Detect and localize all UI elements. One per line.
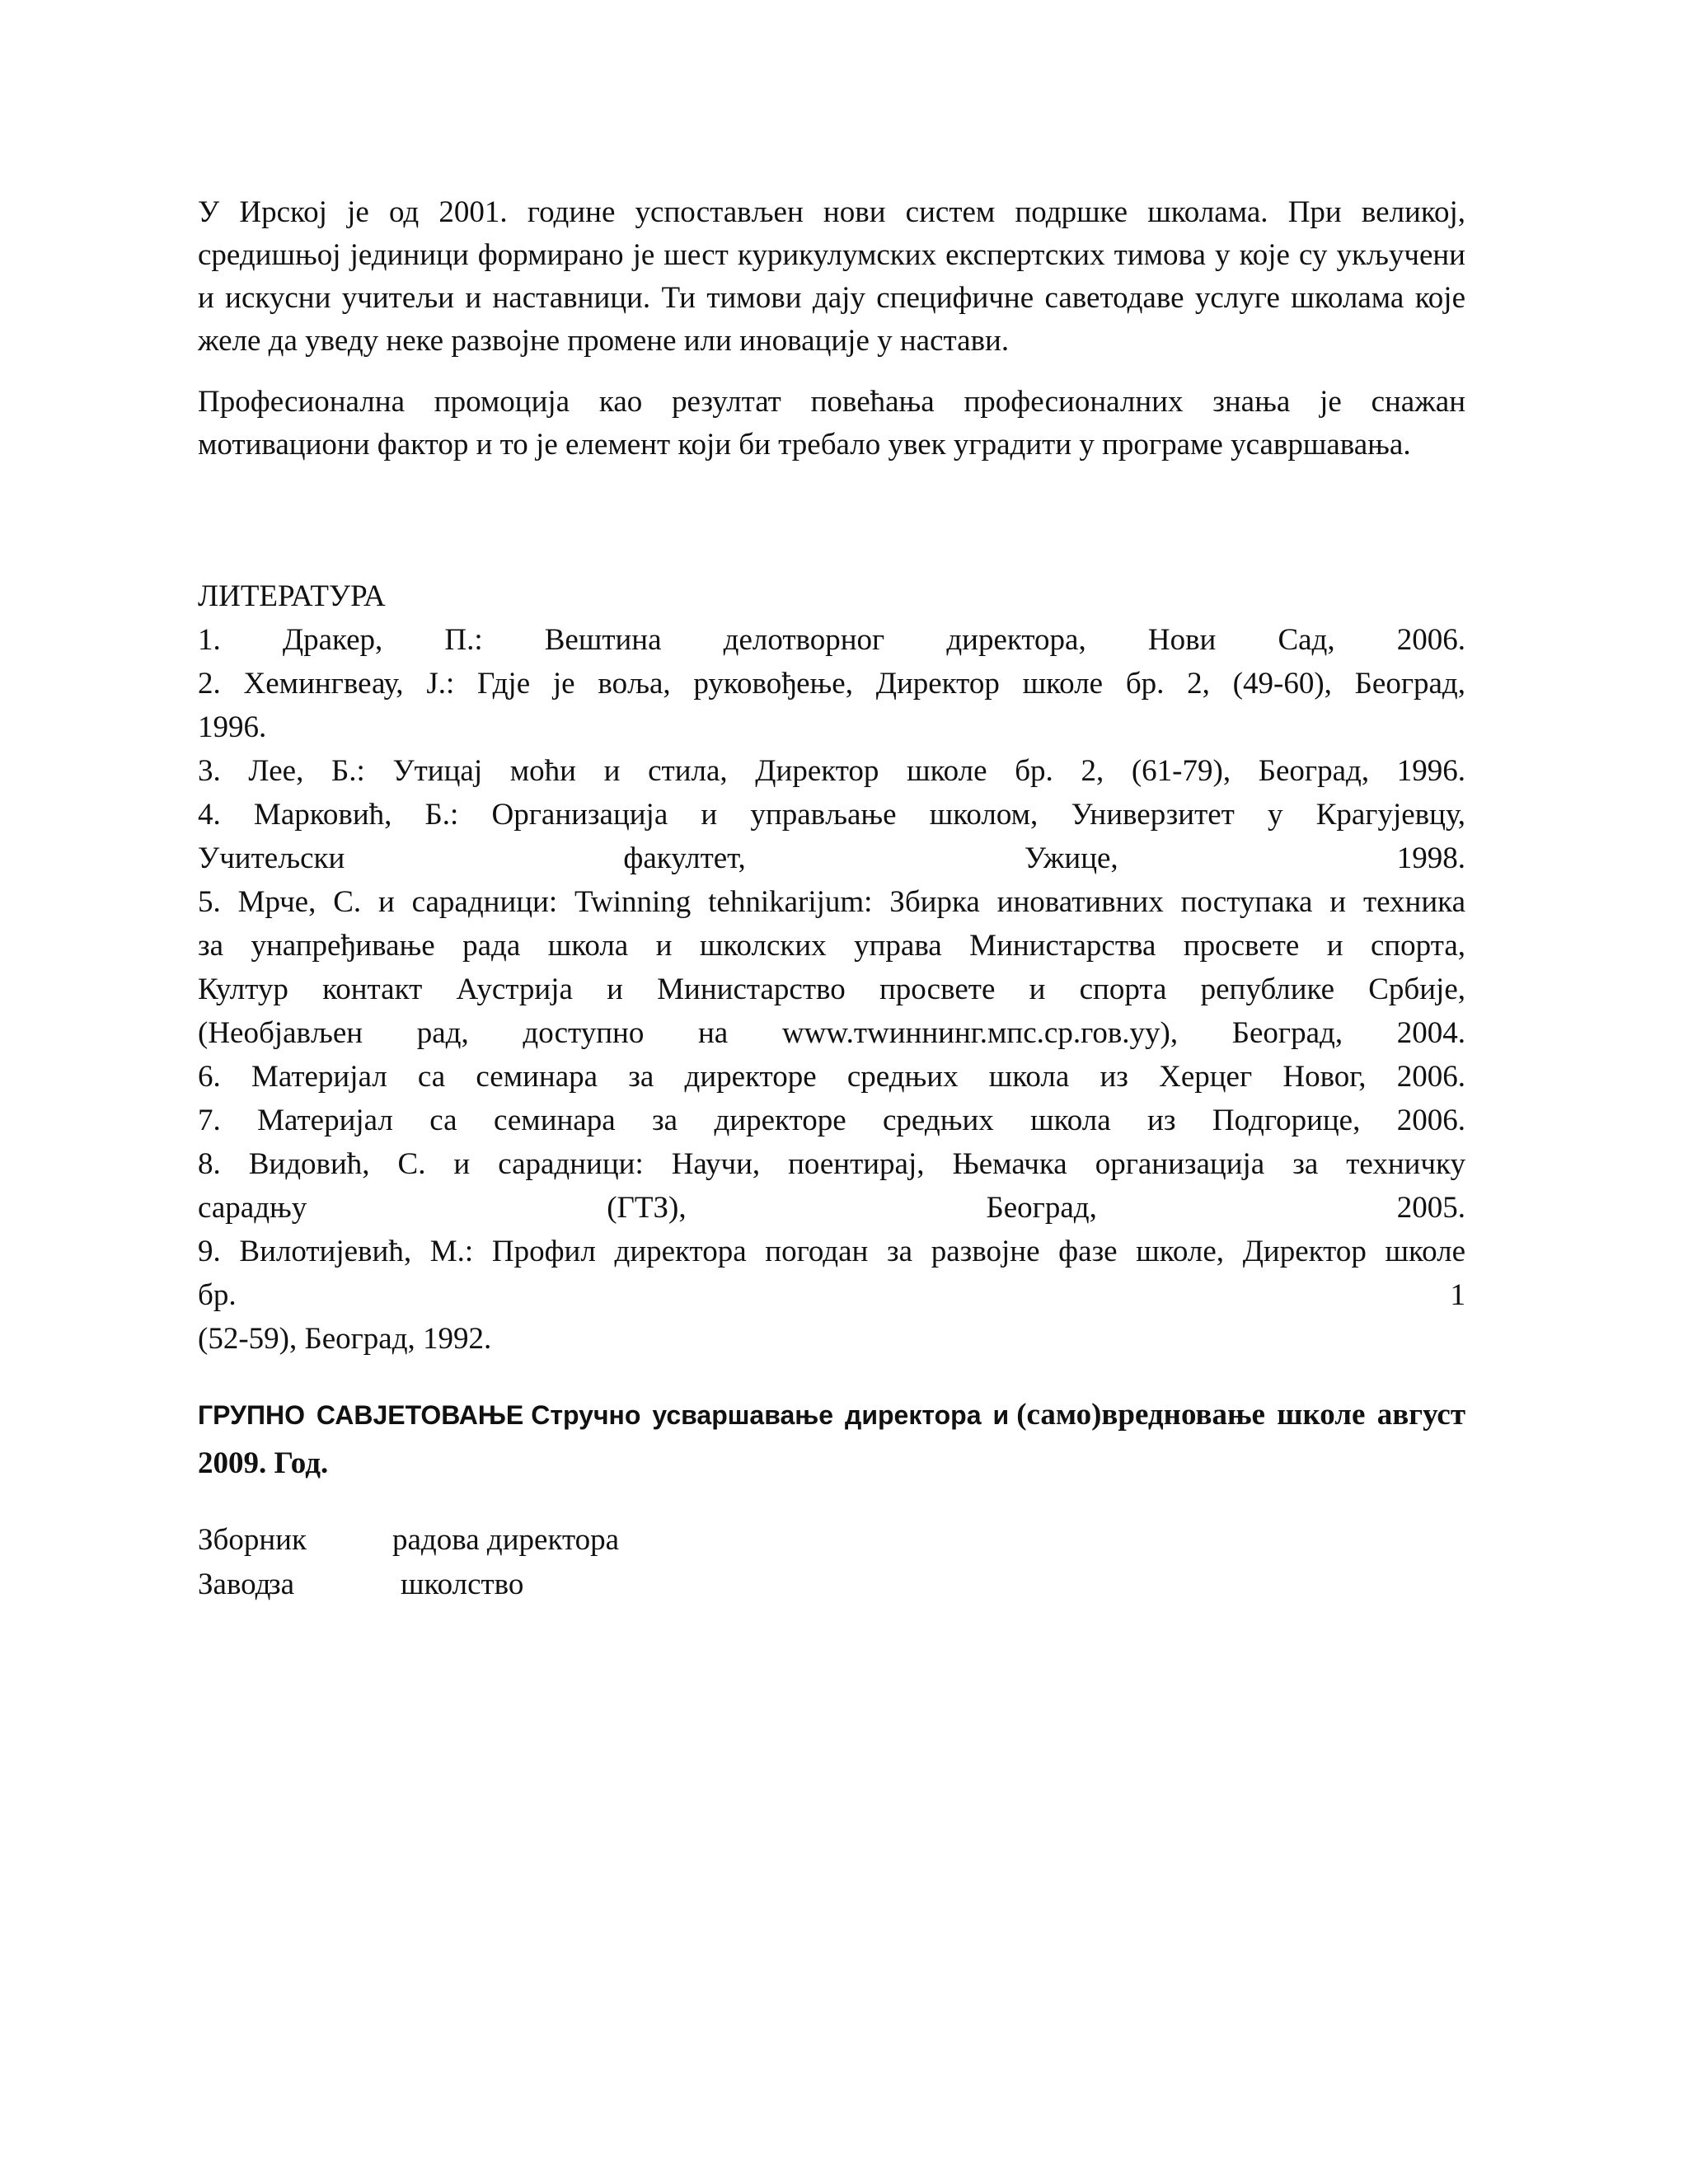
reference-line: Култур контакт Аустрија и Министарство просвете и спорта републике Србије, [198,972,1465,1006]
reference-line: 5. Мрче, С. и сарадници: Twinning tehnikarijum: Збирка иновативних поступака и техника [198,885,1465,919]
reference-line: бр. 1 [198,1278,1465,1312]
publisher-word: за [269,1568,295,1601]
document-page [198,191,1465,1607]
collection-label: Зборник [198,1523,307,1557]
reference-line: Учитељски факултет, Ужице, 1998. [198,841,1465,875]
literature-heading: ЛИТЕРАТУРА [198,579,386,613]
reference-line: 1996. [198,710,267,744]
reference-item [198,1142,1465,1230]
collection-row [198,1518,1465,1563]
group-title-line [198,1394,1465,1442]
reference-line: 8. Видовић, С. и сарадници: Научи, поентирај, Њемачка организација за техничку [198,1147,1465,1181]
collection-block [198,1518,1465,1607]
reference-line: 9. Вилотијевић, М.: Профил директора погодан за развојне фазе школе, Директор школе [198,1235,1465,1268]
group-title-subject-continued: (само)вредновање школе август [1016,1398,1466,1432]
reference-item [198,1099,1465,1142]
reference-line: 3. Лее, Б.: Утицај моћи и стила, Директор школе бр. 2, (61-79), Београд, 1996. [198,754,1465,788]
reference-line: 6. Материјал са семинара за директоре средњих школа из Херцег Новог, 2006. [198,1060,1465,1094]
group-title-label: ГРУПНО САВЈЕТОВАЊЕ [198,1400,524,1430]
reference-line: 2. Хемингвеау, Ј.: Гдје је воља, руковођење, Директор школе бр. 2, (49-60), Београд, [198,667,1465,701]
reference-line: 1. Дракер, П.: Вештина делотворног директора, Нови Сад, 2006. [198,623,1465,657]
reference-item [198,880,1465,1055]
collection-row [198,1563,1465,1607]
reference-line: 7. Материјал са семинара за директоре средњих школа из Подгорице, 2006. [198,1104,1465,1137]
paragraph-ireland: У Ирској је од 2001. године успостављен нови систем подршке школама. При великој, средишњој јединици формирано је шест курикулумских експертских тимова у које су укључени и искусни учитељи и наставници. Ти тимови дају специфичне саветодаве услуге школама које желе да уведу неке развојне промене или иновације у настави. [198,195,1465,358]
collection-title: радова директора [392,1523,620,1557]
publisher-word: Завод [198,1568,271,1601]
reference-item [198,618,1465,662]
group-title-subject: Стручно усваршавање директора и [531,1400,1010,1430]
reference-line: за унапређивање рада школа и школских управа Министарства просвете и спорта, [198,929,1465,963]
reference-line: сарадњу (ГТЗ), Београд, 2005. [198,1191,1465,1225]
reference-line: (Необјављен рад, доступно на www.тwиннинг.мпс.ср.гов.уу), Београд, 2004. [198,1016,1465,1050]
reference-line: 4. Марковић, Б.: Организација и управљање школом, Универзитет у Крагујевцу, [198,798,1465,832]
reference-list [198,618,1465,1361]
reference-line: (52-59), Београд, 1992. [198,1322,492,1356]
reference-item [198,1055,1465,1099]
reference-item [198,662,1465,749]
group-title [198,1394,1465,1485]
group-title-year: 2009. Год. [198,1446,329,1480]
reference-item [198,793,1465,880]
reference-item [198,1230,1465,1361]
reference-item [198,749,1465,793]
publisher-word: школство [401,1568,524,1601]
paragraph-promotion: Професионална промоција као резултат повећања професионалних знања је снажан мотивациони фактор и то је елемент који би требало увек уградити у програме усавршавања. [198,385,1465,462]
